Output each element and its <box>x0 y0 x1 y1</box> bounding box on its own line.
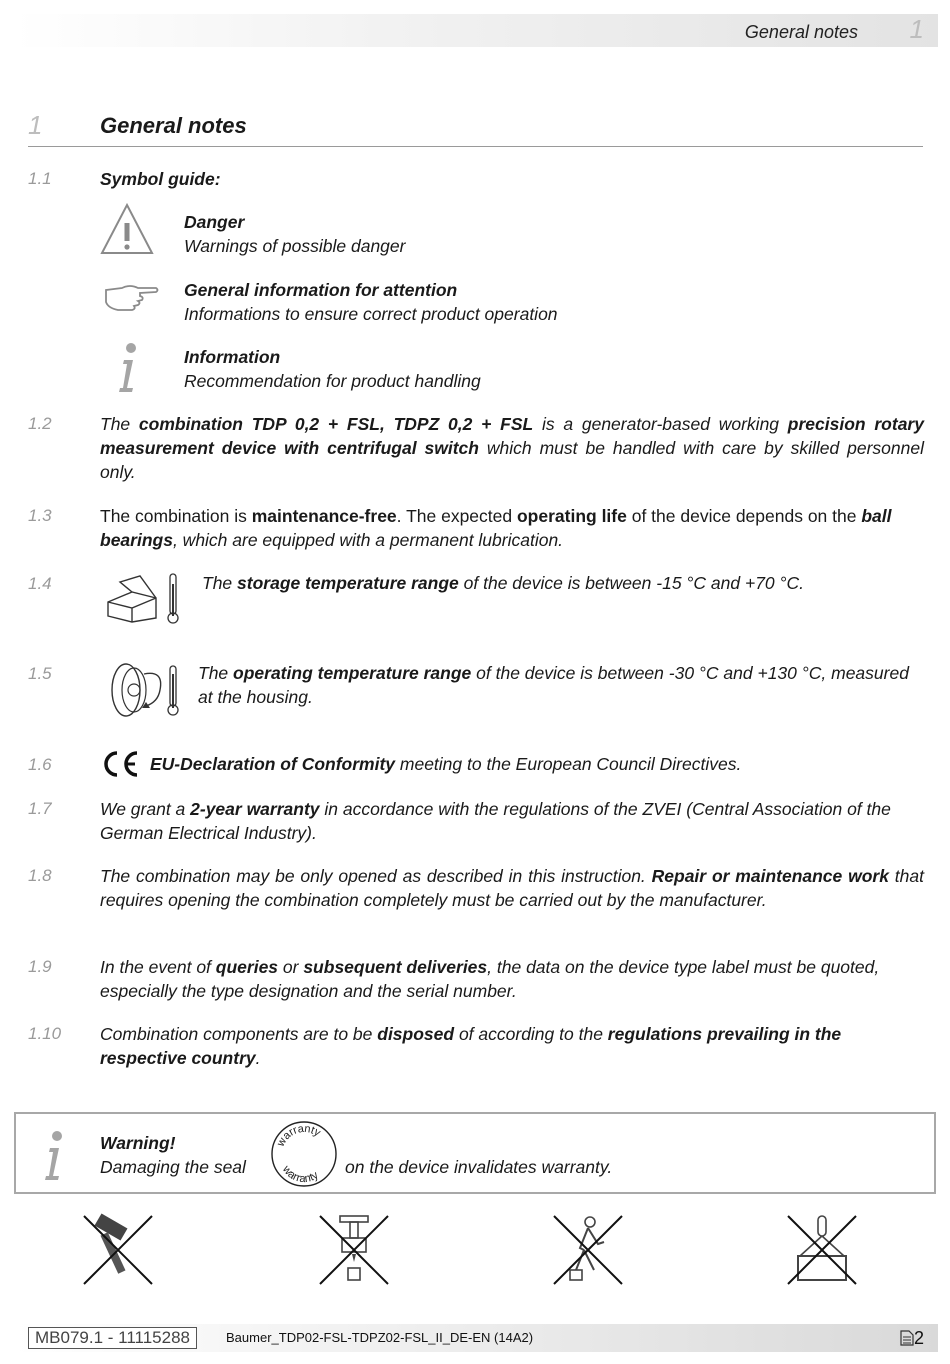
svg-text:warranty: warranty <box>274 1122 323 1149</box>
item-number: 1.6 <box>28 755 52 774</box>
svg-text:warranty: warranty <box>279 1163 321 1186</box>
box-thermometer-icon <box>106 572 182 624</box>
item-number: 1.10 <box>28 1024 62 1043</box>
paragraph-1-5: The operating temperature range of the device is between -30 °C and +130 °C, measured at the housing. <box>198 663 909 707</box>
symbol-attention-title: General information for attention <box>184 280 458 300</box>
no-stepping-icon <box>552 1214 624 1286</box>
document-icon <box>900 1330 914 1346</box>
symbol-attention <box>184 278 804 326</box>
document-file-name: Baumer_TDP02-FSL-TDPZ02-FSL_II_DE-EN (14A2) <box>226 1330 534 1345</box>
info-icon <box>42 1130 66 1182</box>
item-number: 1.7 <box>28 799 52 818</box>
symbol-danger-text: Warnings of possible danger <box>184 236 406 256</box>
warning-text-after: on the device invalidates warranty. <box>345 1157 613 1177</box>
item-number: 1.3 <box>28 506 52 525</box>
paragraph-1-2: The combination TDP 0,2 + FSL, TDPZ 0,2 + FSL is a generator-based working precision rotary measurement device with centrifugal switch which must be handled with care by skilled personnel only. <box>100 414 925 482</box>
paragraph-1-7: We grant a 2-year warranty in accordance with the regulations of the ZVEI (Central Association of the German Electrical Industry). <box>100 799 891 843</box>
no-hammer-icon <box>82 1214 154 1286</box>
warning-text-before: Damaging the seal <box>100 1157 246 1177</box>
ce-mark-icon <box>102 750 140 778</box>
info-icon <box>116 342 140 394</box>
symbol-info-title: Information <box>184 347 281 367</box>
symbol-info <box>184 345 684 393</box>
pointing-hand-icon <box>104 282 160 312</box>
section-number: 1 <box>28 110 43 140</box>
item-number: 1.5 <box>28 664 52 683</box>
page-number-value: 2 <box>913 1328 924 1348</box>
header-title: General notes <box>744 22 858 42</box>
no-lifting-icon <box>786 1214 858 1286</box>
item-number: 1.8 <box>28 866 52 885</box>
item-number: 1.4 <box>28 574 52 593</box>
section-title: General notes <box>100 113 247 138</box>
section-divider <box>28 146 923 147</box>
no-press-icon <box>318 1214 390 1286</box>
paragraph-1-3: The combination is maintenance-free. The expected operating life of the device depends on the ball bearings, which are equipped with a permanent lubrication. <box>100 506 892 550</box>
document-code: MB079.1 - 11115288 <box>28 1327 197 1349</box>
item-number: 1.2 <box>28 414 52 433</box>
symbol-guide-title: Symbol guide: <box>100 169 221 189</box>
symbol-attention-text: Informations to ensure correct product operation <box>184 304 558 324</box>
paragraph-1-9: In the event of queries or subsequent deliveries, the data on the device type label must be quoted, especially the type designation and the serial number. <box>100 957 880 1001</box>
page-number <box>900 1328 924 1349</box>
paragraph-1-10: Combination components are to be disposed of according to the regulations prevailing in the respective country. <box>100 1024 842 1068</box>
symbol-danger <box>184 210 684 258</box>
paragraph-1-8: The combination may be only opened as described in this instruction. Repair or maintenance work that requires opening the combination completely must be carried out by the manufacturer. <box>100 866 924 910</box>
warning-triangle-icon <box>100 203 154 255</box>
paragraph-1-4: The storage temperature range of the device is between -15 °C and +70 °C. <box>202 573 805 593</box>
item-number: 1.1 <box>28 169 52 188</box>
paragraph-1-6: EU-Declaration of Conformity meeting to the European Council Directives. <box>150 754 742 774</box>
item-number: 1.9 <box>28 957 52 976</box>
warning-title: Warning! <box>100 1133 176 1153</box>
warranty-seal-icon <box>270 1120 338 1188</box>
header-chapter-number: 1 <box>909 14 924 44</box>
symbol-info-text: Recommendation for product handling <box>184 371 481 391</box>
symbol-danger-title: Danger <box>184 212 245 232</box>
rotation-thermometer-icon <box>104 660 184 718</box>
